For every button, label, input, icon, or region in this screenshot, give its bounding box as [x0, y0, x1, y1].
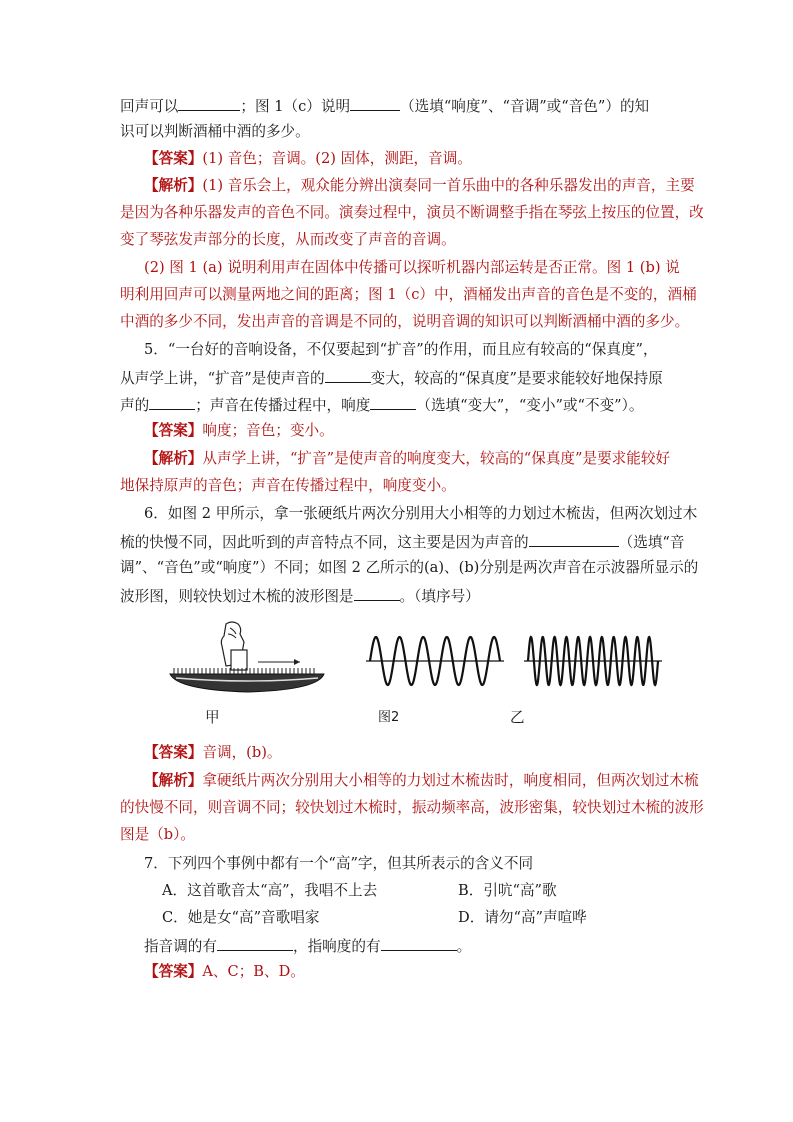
- answer-blank: [178, 95, 240, 111]
- q5-line-3: [120, 394, 644, 416]
- q4-line-1: [120, 95, 649, 117]
- q5-text: （选填“变大”，“变小”或“不变”）。: [416, 397, 644, 414]
- answer-blank: [354, 585, 400, 601]
- q6-analysis-line-1: [144, 771, 699, 791]
- q6-line-1: 6．如图 2 甲所示，拿一张硬纸片两次分别用大小相等的力划过木梳齿，但两次划过木: [144, 505, 698, 522]
- answer-blank: [217, 935, 293, 951]
- q5-analysis-line-2: 地保持原声的音色；声音在传播过程中，响度变小。: [120, 477, 456, 494]
- comb-and-card-illustration: [168, 618, 328, 698]
- q7-option-a: A．这首歌音太“高”，我唱不上去: [162, 882, 378, 899]
- figure-label-yi: 乙: [510, 709, 525, 726]
- answer-text: (1) 音色；音调。(2) 固体，测距，音调。: [202, 150, 472, 167]
- q4-answer: [144, 149, 472, 169]
- answer-blank: [350, 95, 400, 111]
- q6-analysis-line-3: 图是（b）。: [120, 826, 196, 843]
- q7-line-1: 7．下列四个事例中都有一个“高”字，但其所表示的含义不同: [144, 855, 534, 872]
- figure-label-jia: 甲: [205, 709, 220, 726]
- answer-text: 音调，(b)。: [202, 744, 282, 761]
- analysis-tag: 【解析】: [144, 450, 203, 467]
- q4-analysis2-line-3: 中酒的多少不同，发出声音的音调是不同的，说明音调的知识可以判断酒桶中酒的多少。: [120, 313, 690, 330]
- answer-blank: [381, 935, 457, 951]
- q7-text: ，指响度的有: [292, 938, 381, 955]
- q5-answer: [144, 421, 334, 441]
- q6-text: 梳的快慢不同，因此听到的声音特点不同，这主要是因为声音的: [120, 534, 529, 551]
- analysis-tag: 【解析】: [144, 177, 203, 194]
- waveform-a: [366, 632, 504, 690]
- answer-blank: [529, 531, 619, 547]
- q7-option-c: C．她是女“高”音歌唱家: [162, 909, 320, 926]
- q6-text: 波形图，则较快划过木梳的波形图是: [120, 588, 354, 605]
- q5-text: 变大，较高的“保真度”是要求能较好地保持原: [370, 370, 663, 387]
- analysis-text: 拿硬纸片两次分别用大小相等的力划过木梳齿时，响度相同，但两次划过木梳: [202, 772, 699, 789]
- analysis-tag: 【解析】: [144, 772, 203, 789]
- q7-text: 指音调的有: [144, 938, 217, 955]
- answer-tag: 【答案】: [144, 422, 203, 439]
- q5-text: 从声学上讲，“扩音”是使声音的: [120, 370, 325, 387]
- q5-analysis-line-1: [144, 449, 670, 469]
- q4-text: ；图 1（c）说明: [240, 98, 351, 115]
- q4-line-2: 识可以判断酒桶中酒的多少。: [120, 123, 310, 140]
- answer-blank: [149, 394, 195, 410]
- q6-text: 。（填序号）: [399, 588, 480, 605]
- q6-line-2: [120, 531, 684, 553]
- q7-text: 。: [456, 938, 472, 955]
- q5-line-2: [120, 367, 663, 389]
- answer-text: 响度；音色；变小。: [202, 422, 334, 439]
- q6-analysis-line-2: 的快慢不同，则音调不同；较快划过木梳时，振动频率高，波形密集，较快划过木梳的波形: [120, 799, 704, 816]
- q4-analysis2-line-1: (2) 图 1 (a) 说明利用声在固体中传播可以探听机器内部运转是否正常。图 1 (b) 说: [144, 259, 680, 276]
- figure-caption: 图2: [378, 710, 400, 725]
- q4-analysis-line-2: 是因为各种乐器发声的音色不同。演奏过程中，演员不断调整手指在琴弦上按压的位置，改: [120, 204, 704, 221]
- q7-line-3: [144, 935, 471, 957]
- answer-text: A、C；B、D。: [202, 963, 305, 980]
- q4-analysis2-line-2: 明利用回声可以测量两地之间的距离；图 1（c）中，酒桶发出声音的音色是不变的，酒桶: [120, 286, 697, 303]
- q5-line-1: 5．“一台好的音响设备，不仅要起到“扩音”的作用，而且应有较高的“保真度”，: [144, 341, 658, 358]
- answer-tag: 【答案】: [144, 963, 203, 980]
- q7-option-b: B．引吭“高”歌: [458, 882, 557, 899]
- q4-analysis-line-3: 变了琴弦发声部分的长度，从而改变了声音的音调。: [120, 231, 456, 248]
- waveform-b: [524, 632, 662, 690]
- answer-blank: [370, 394, 416, 410]
- answer-blank: [325, 367, 371, 383]
- analysis-text: (1) 音乐会上，观众能分辨出演奏同一首乐曲中的各种乐器发出的声音，主要: [202, 177, 695, 194]
- q6-answer: [144, 743, 282, 763]
- answer-tag: 【答案】: [144, 150, 203, 167]
- q6-line-3: 调”、“音色”或“响度”）不同；如图 2 乙所示的(a)、(b)分别是两次声音在示波器所显示的: [120, 559, 699, 576]
- analysis-text: 从声学上讲，“扩音”是使声音的响度变大，较高的“保真度”是要求能较好: [202, 450, 671, 467]
- q6-line-4: [120, 585, 480, 607]
- q4-text: （选填“响度”、“音调”或“音色”）的知: [400, 98, 650, 115]
- answer-tag: 【答案】: [144, 744, 203, 761]
- q7-option-d: D．请勿“高”声喧哗: [458, 909, 587, 926]
- q5-text: ；声音在传播过程中，响度: [195, 397, 371, 414]
- q6-text: （选填“音: [618, 534, 685, 551]
- q5-text: 声的: [120, 397, 150, 414]
- q7-answer: [144, 962, 305, 982]
- q4-text: 回声可以: [120, 98, 179, 115]
- q4-analysis-line-1: [144, 176, 695, 196]
